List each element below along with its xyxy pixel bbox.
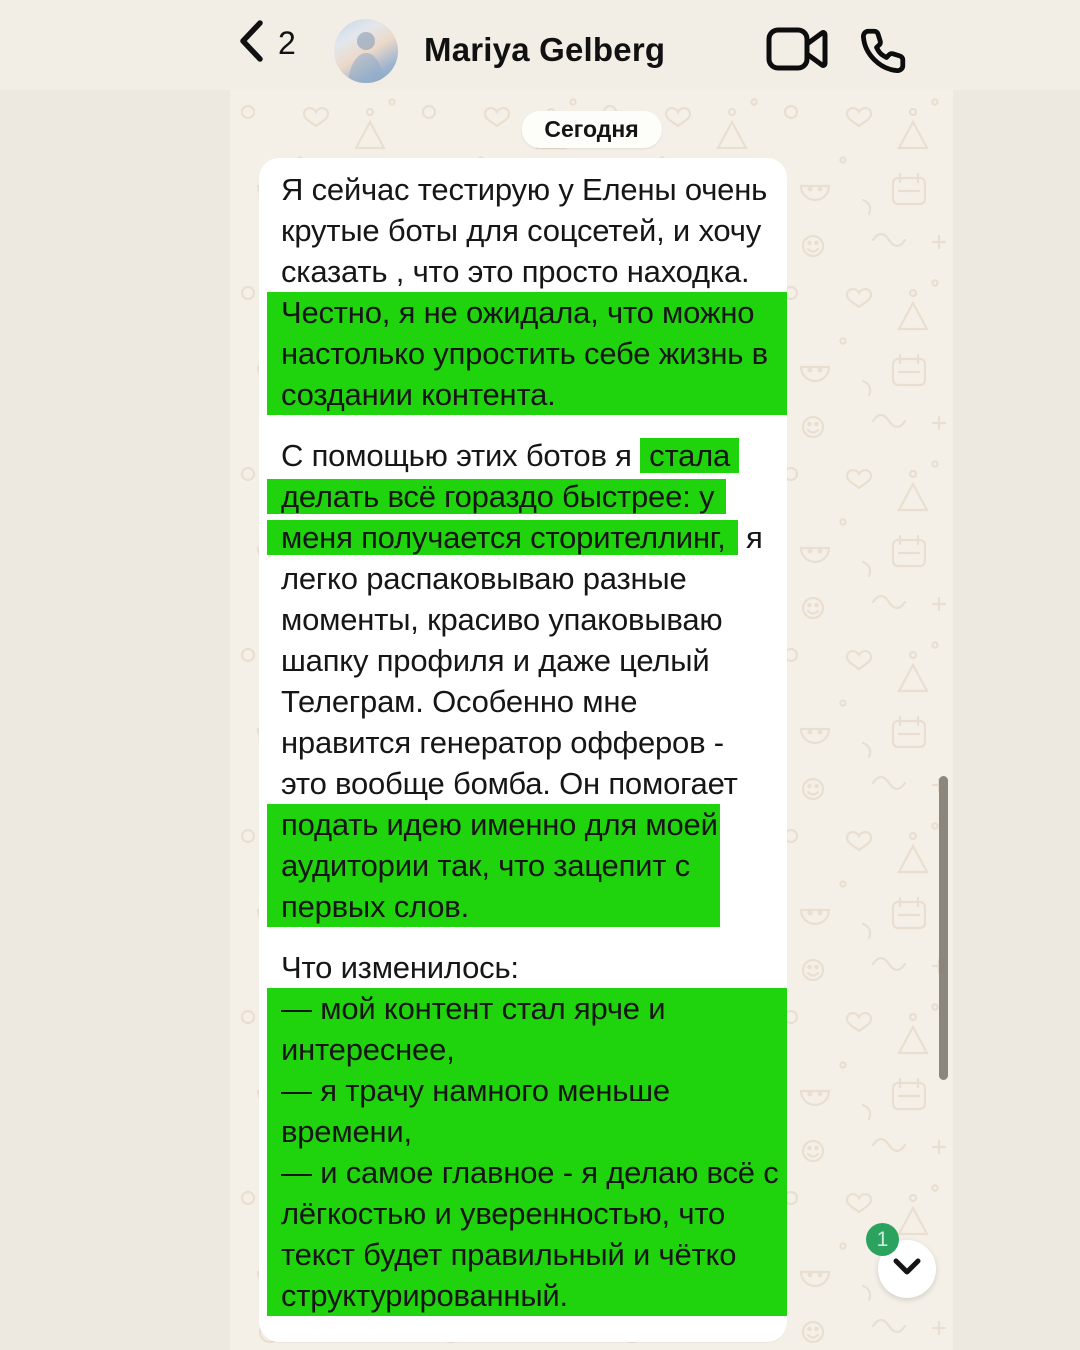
plain-text: я: [737, 520, 763, 555]
phone-icon: [858, 26, 908, 76]
message-line: Я сейчас тестирую у Елены очень: [281, 172, 768, 207]
back-button[interactable]: [238, 18, 296, 69]
message-line: это вообще бомба. Он помогает: [281, 766, 738, 801]
message-line: [267, 517, 787, 558]
message-line: крутые боты для соцсетей, и хочу: [281, 213, 762, 248]
unread-count: 2: [278, 25, 296, 61]
message-line: моменты, красиво упаковываю: [281, 602, 723, 637]
message-line: — и самое главное - я делаю всё с: [267, 1152, 787, 1193]
message-line: первых слов.: [267, 886, 720, 927]
message-line: текст будет правильный и чётко: [267, 1234, 787, 1275]
chat-area: [230, 90, 953, 1350]
voice-call-button[interactable]: [858, 26, 908, 81]
message-line: Телеграм. Особенно мне: [281, 684, 638, 719]
highlighted-text: делать всё гораздо быстрее: у: [267, 479, 726, 514]
scroll-to-bottom-button[interactable]: [876, 1227, 936, 1298]
message-line: легко распаковываю разные: [281, 561, 687, 596]
avatar-person-figure: [334, 19, 398, 83]
highlighted-text: стала: [640, 438, 739, 473]
video-camera-icon: [766, 26, 828, 72]
avatar[interactable]: [334, 19, 398, 83]
message-line: времени,: [267, 1111, 787, 1152]
message-line: настолько упростить себе жизнь в: [267, 333, 787, 374]
chevron-down-icon: [892, 1258, 922, 1281]
message-line: структурированный.: [267, 1275, 787, 1316]
message-bubble: [259, 158, 787, 1342]
message-line: аудитории так, что зацепит с: [267, 845, 720, 886]
message-line: [267, 435, 787, 476]
paragraph-gap: [267, 415, 787, 435]
video-call-button[interactable]: [766, 26, 828, 77]
new-message-badge: 1: [866, 1223, 899, 1256]
message-line: подать идею именно для моей: [267, 804, 720, 845]
paragraph-gap: [267, 927, 787, 947]
message-line: [267, 476, 787, 517]
message-line: Что изменилось:: [281, 950, 519, 985]
message-line: нравится генератор офферов -: [281, 725, 724, 760]
message-line: шапку профиля и даже целый: [281, 643, 710, 678]
contact-name[interactable]: Mariya Gelberg: [424, 31, 666, 68]
message-line: лёгкостью и уверенностью, что: [267, 1193, 787, 1234]
plain-text: С помощью этих ботов я: [281, 438, 641, 473]
message-line: сказать , что это просто находка.: [281, 254, 750, 289]
message-line: Честно, я не ожидала, что можно: [267, 292, 787, 333]
highlighted-text: меня получается сторителлинг,: [267, 520, 738, 555]
message-line: — я трачу намного меньше: [267, 1070, 787, 1111]
date-separator: Сегодня: [521, 111, 661, 148]
back-chevron-icon: [238, 18, 264, 69]
chat-header: [0, 0, 1080, 90]
message-line: — мой контент стал ярче и: [267, 988, 787, 1029]
scrollbar-thumb[interactable]: [939, 776, 948, 1080]
message-line: интереснее,: [267, 1029, 787, 1070]
message-line: создании контента.: [267, 374, 787, 415]
